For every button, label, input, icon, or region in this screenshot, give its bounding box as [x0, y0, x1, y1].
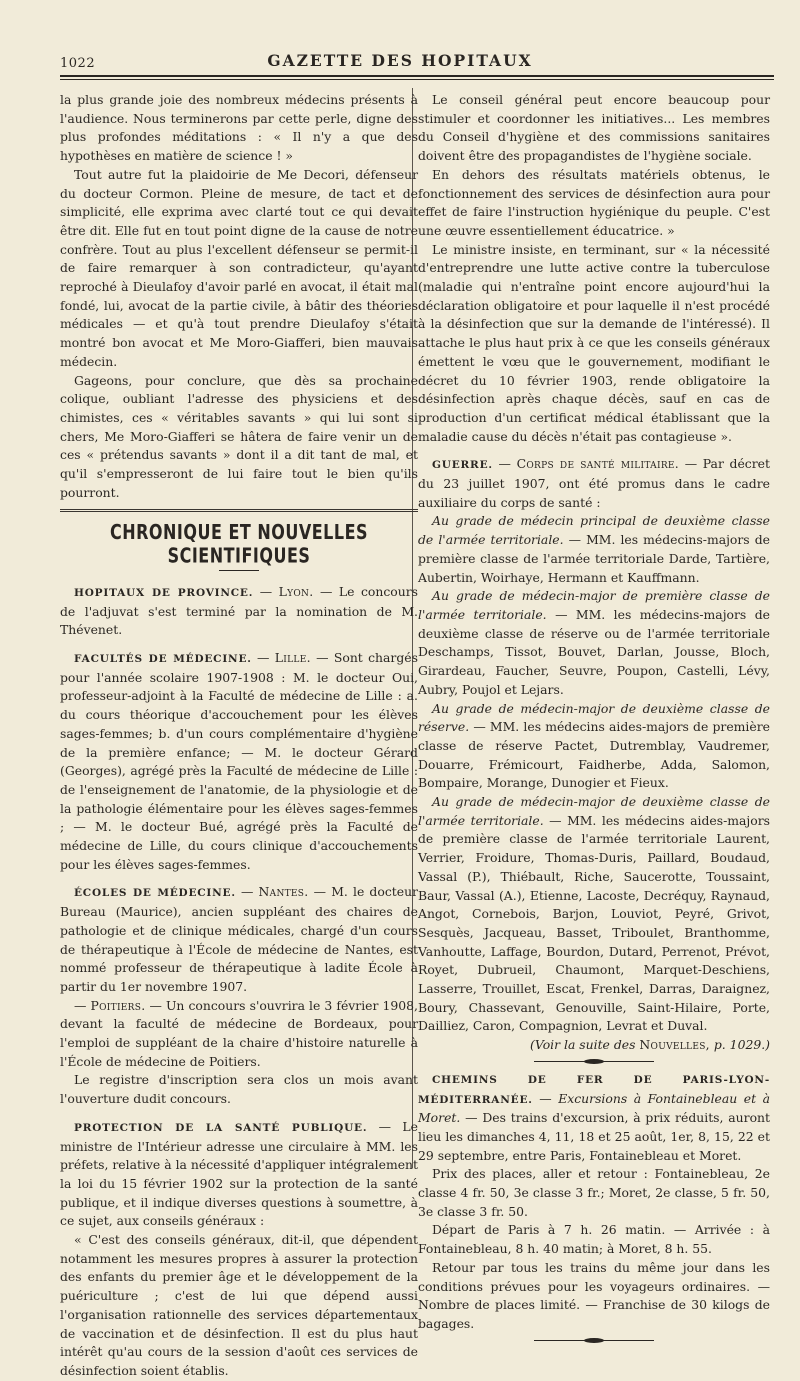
news-item: ÉCOLES DE MÉDECINE. — Nantes. — M. le docteur Bureau (Maurice), ancien suppléant des chaires de pathologie et de clinique médicales, chargé d'un cours de thérapeutique à l'École de médecine de Nantes, est nommé professeur de thérapeutique à ladite École à partir du 1er novembre 1907. [60, 884, 418, 994]
paragraph: Le ministre insiste, en terminant, sur « la nécessité d'entreprendre une lutte active contre la tuberculose (maladie qui n'entraîne point encore aujourd'hui la déclaration obligatoire et pour laquelle il n'est procédé à la désinfection que sur la demande de l'intéressé). Il attache le plus haut prix à ce que les conseils généraux émettent le vœu que le gouvernement, modifiant le décret du 10 février 1903, rende obligatoire la désinfection après chaque décès, sauf en cas de production d'un certificat médical établissant que la maladie cause du décès n'était pas contagieuse ». [418, 241, 770, 444]
continuation-note: (Voir la suite des Nouvelles, p. 1029.) [530, 1037, 770, 1053]
title-underline [219, 570, 259, 571]
grade: Au grade de médecin principal de deuxième classe de l'armée territoriale. [418, 513, 770, 548]
city: Nantes. [258, 884, 309, 900]
rubric: FACULTÉS DE MÉDECINE. [74, 652, 252, 665]
news-text: Un concours s'ouvrira le 3 février 1908, devant la faculté de médecine de Bordeaux, pour l'emploi de suppléant de la chaire d'histoire naturelle à l'École de médecine de Poitiers. [60, 997, 418, 1069]
news-item: FACULTÉS DE MÉDECINE. — Lille. — Sont chargés pour l'année scolaire 1907-1908 : M. le docteur Oui, professeur-adjoint à la Faculté de médecine de Lille : a. du cours théorique d'accouchement pour les élèves sages-femmes; b. d'un cours complémentaire d'hygiène de la première enfance; — M. le docteur Gérard (Georges), agrégé près la Faculté de médecine de Lille : de l'enseignement de l'anatomie, de la physiologie et de la pathologie élémentaire pour les élèves sages-femmes ; — M. le docteur Bué, agrégé près la Faculté de médecine de Lille, du cours clinique d'accouchements pour les élèves sages-femmes. [60, 649, 418, 872]
names: MM. les médecins aides-majors de première classe de l'armée territoriale Laurent, Verrier, Froidure, Thomas-Duris, Paillard, Boudaud, Vassal (P.), Thiébault, Riche, Saucerotte, Toussaint, Baur, Vassal (A.), Etienne, Lacoste, Decréquy, Raynaud, Angot, Cornebois, Barjon, Louviot, Peyré, Grivot, Sesquès, Jacqueau, Basset, Triboulet, Branthomme, Vanhoutte, Laffage, Bourdon, Dutard, Perrenot, Prévot, Royet, Dubrueil, Chaumont, Marquet-Deschiens, Lasserre, Trouillet, Escat, Frenkel, Darras, Daraignez, Boury, Chassevant, Genouville, Saint-Hilaire, Porte, Dailliez, Caron, Compagnion, Levrat et Duval. [418, 812, 770, 1034]
promotion-item: Au grade de médecin-major de première classe de l'armée territoriale. — MM. les médecins-majors de deuxième classe de réserve ou de l'armée territoriale Deschamps, Tissot, Bouvet, Darlan, Jousse, Bloch, Girardeau, Faucher, Seuvre, Poupon, Castelli, Lévy, Aubry, Poujol et Lejars. [418, 588, 770, 697]
journal-title: GAZETTE DES HOPITAUX [267, 51, 533, 70]
city: Lyon. [278, 583, 314, 599]
news-text: M. le docteur Bureau (Maurice), ancien suppléant des chaires de pathologie et de clinique médicales, chargé d'un cours de thérapeutique à l'École de médecine de Nantes, est nommé professeur de thérapeutique à ladite École à partir du 1er novembre 1907. [60, 884, 418, 994]
news-item: PROTECTION DE LA SANTÉ PUBLIQUE. — Le ministre de l'Intérieur adresse une circulaire à MM. les préfets, relative à la nécessité d'appliquer intégralement la loi du 15 février 1902 sur la protection de la santé publique, et il indique diverses questions à soumettre, à ce sujet, aux conseils généraux : [60, 1118, 418, 1229]
news-item: — Poitiers. — Un concours s'ouvrira le 3 février 1908, devant la faculté de médecine de Bordeaux, pour l'emploi de suppléant de la chaire d'histoire naturelle à l'École de médecine de Poitiers. [60, 997, 418, 1069]
rubric: PROTECTION DE LA SANTÉ PUBLIQUE. [74, 1121, 368, 1134]
rubric: HOPITAUX DE PROVINCE. [74, 586, 254, 599]
grade: Au grade de médecin-major de deuxième classe de réserve. [418, 700, 770, 735]
names: MM. les médecins aides-majors de première classe de réserve Pactet, Dutremblay, Vaudremer, Douarre, Frémicourt, Faidherbe, Adda, Salomon, Bompaire, Morange, Dunogier et Fieux. [418, 719, 770, 791]
rubric: ÉCOLES DE MÉDECINE. [74, 887, 236, 900]
names: MM. les médecins-majors de première classe de l'armée territoriale Darde, Tartière, Aubertin, Woirhaye, Hermann et Kauffmann. [418, 532, 770, 585]
news-text: Le ministre de l'Intérieur adresse une circulaire à MM. les préfets, relative à la nécessité d'appliquer intégralement la loi du 15 février 1902 sur la protection de la santé publique, et il indique diverses questions à soumettre, à ce sujet, aux conseils généraux : [60, 1118, 418, 1229]
city: Poitiers. [90, 997, 146, 1013]
news-text: Sont chargés pour l'année scolaire 1907-1908 : M. le docteur Oui, professeur-adjoint à la Faculté de médecine de Lille : a. du cours théorique d'accouchement pour les élèves sages-femmes; b. d'un cours complémentaire d'hygiène de la première enfance; — M. le docteur Gérard (Georges), agrégé près la Faculté de médecine de Lille : de l'enseignement de l'anatomie, de la physiologie et de la pathologie élémentaire pour les élèves sages-femmes ; — M. le docteur Bué, agrégé près la Faculté de médecine de Lille, du cours clinique d'accouchements pour les élèves sages-femmes. [60, 649, 418, 872]
promotion-item: Au grade de médecin-major de deuxième classe de réserve. — MM. les médecins aides-majors de première classe de réserve Pactet, Dutremblay, Vaudremer, Douarre, Frémicourt, Faidherbe, Adda, Salomon, Bompaire, Morange, Dunogier et Fieux. [418, 700, 770, 791]
news-text: Le concours de l'adjuvat s'est terminé par la nomination de M. Thévenet. [60, 583, 418, 638]
paragraph: Retour par tous les trains du même jour dans les conditions prévues pour les voyageurs ordinaires. — Nombre de places limité. — Franchise de 30 kilogs de bagages. [418, 1259, 770, 1331]
section-title: CHRONIQUE ET NOUVELLES SCIENTIFIQUES [109, 520, 369, 568]
paragraph: Tout autre fut la plaidoirie de Me Decori, défenseur du docteur Cormon. Pleine de mesure, de tact et de simplicité, elle exprima avec clarté tout ce qui devait être dit. Elle fut en tout point digne de la cause de notre confrère. Tout au plus l'excellent défenseur se permit-il de faire remarquer à son contradicteur, qu'ayant reproché à Dieulafoy d'avoir parlé en avocat, il était mal fondé, lui, avocat de la partie civile, à bâtir des théories médicales — et qu'à tout prendre Dieulafoy s'était montré bon avocat et Me Moro-Giafferi, bien mauvais médecin. [60, 166, 418, 369]
quote: « C'est des conseils généraux, dit-il, que dépendent notamment les mesures propres à assurer la protection des enfants du premier âge et le développement de la puériculture ; c'est de lui que dépend aussi l'organisation rationnelle des services départementaux de vaccination et de désinfection. Il est du plus haut intérêt qu'au cours de la session d'août ces services de désinfection soient établis. [60, 1232, 418, 1378]
city: Lille. [274, 649, 311, 665]
rubric: CHEMINS DE FER DE PARIS-LYON-MÉDITERRANÉE. [418, 1073, 770, 1106]
paragraph: Prix des places, aller et retour : Fontainebleau, 2e classe 4 fr. 50, 3e classe 3 fr.; Moret, 2e classe, 5 fr. 50, 3e classe 3 fr. 50. [418, 1166, 770, 1219]
grade: Au grade de médecin-major de première classe de l'armée territoriale. [418, 588, 770, 622]
paragraph: la plus grande joie des nombreux médecins présents à l'audience. Nous terminerons par cette perle, digne des plus profondes méditations : « Il n'y a que des hypothèses en matière de science ! » [60, 92, 418, 164]
subrubric: Corps de santé militaire. [516, 456, 680, 472]
news-text: Des trains d'excursion, à prix réduits, auront lieu les dimanches 4, 11, 18 et 25 août, 1er, 8, 15, 22 et 29 septembre, entre Paris, Fontainebleau et Moret. [418, 1110, 770, 1163]
promotion-item: Au grade de médecin principal de deuxième classe de l'armée territoriale. — MM. les médecins-majors de première classe de l'armée territoriale Darde, Tartière, Aubertin, Woirhaye, Hermann et Kauffmann. [418, 513, 770, 585]
news-text: Par décret du 23 juillet 1907, ont été promus dans le cadre auxiliaire du corps de santé : [418, 456, 770, 510]
paragraph: Départ de Paris à 7 h. 26 matin. — Arrivée : à Fontainebleau, 8 h. 40 matin; à Moret, 8 h. 55. [418, 1222, 770, 1257]
news-item: HOPITAUX DE PROVINCE. — Lyon. — Le concours de l'adjuvat s'est terminé par la nomination de M. Thévenet. [60, 583, 418, 638]
rubric: GUERRE. [432, 459, 493, 472]
paragraph: Gageons, pour conclure, que dès sa prochaine colique, oubliant l'adresse des physiciens et des chimistes, ces « véritables savants » qui lui sont si chers, Me Moro-Giafferi se hâtera de faire venir un de ces « prétendus savants » dont il a dit tant de mal, et qu'il s'empresseront de lui faire tout le bien qu'ils pourront. [60, 372, 418, 500]
news-item: GUERRE. — Corps de santé militaire. — Par décret du 23 juillet 1907, ont été promus dans le cadre auxiliaire du corps de santé : [418, 456, 770, 510]
header-rule [60, 75, 774, 80]
paragraph: Le conseil général peut encore beaucoup pour stimuler et coordonner les initiatives... Les membres du Conseil d'hygiène et des commissions sanitaires doivent être des propagandistes de l'hygiène sociale. [418, 92, 770, 164]
names: MM. les médecins-majors de deuxième classe de réserve ou de l'armée territoriale Deschamps, Tissot, Bouvet, Darlan, Jousse, Bloch, Girardeau, Faucher, Seuvre, Poupon, Castelli, Lévy, Aubry, Poujol et Lejars. [418, 606, 770, 697]
left-column [60, 91, 418, 1381]
promotion-item: Au grade de médecin-major de deuxième classe de l'armée territoriale. — MM. les médecins aides-majors de première classe de l'armée territoriale Laurent, Verrier, Froidure, Thomas-Duris, Paillard, Boudaud, Vassal (P.), Thiébault, Riche, Saucerotte, Toussaint, Baur, Vassal (A.), Etienne, Lacoste, Decréquy, Raynaud, Angot, Cornebois, Barjon, Louviot, Peyré, Grivot, Sesquès, Jacqueau, Basset, Triboulet, Branthomme, Vanhoutte, Laffage, Bourdon, Dutard, Perrenot, Prévot, Royet, Dubrueil, Chaumont, Marquet-Deschiens, Lasserre, Trouillet, Escat, Frenkel, Darras, Daraignez, Boury, Chassevant, Genouville, Saint-Hilaire, Porte, Dailliez, Caron, Compagnion, Levrat et Duval. [418, 794, 770, 1034]
paragraph: En dehors des résultats matériels obtenus, le fonctionnement des services de désinfection aura pour effet de faire l'instruction hygiénique du peuple. C'est une œuvre essentiellement éducatrice. » [418, 166, 770, 238]
news-item: CHEMINS DE FER DE PARIS-LYON-MÉDITERRANÉE. — Excursions à Fontainebleau et à Moret. — Des trains d'excursion, à prix réduits, auront lieu les dimanches 4, 11, 18 et 25 août, 1er, 8, 15, 22 et 29 septembre, entre Paris, Fontainebleau et Moret. [418, 1073, 770, 1163]
ornament-separator [534, 1340, 654, 1341]
grade: Au grade de médecin-major de deuxième classe de l'armée territoriale. [418, 794, 770, 828]
right-column [418, 91, 770, 1349]
ornament-separator [534, 1061, 654, 1062]
paragraph: Le registre d'inscription sera clos un mois avant l'ouverture dudit concours. [60, 1072, 418, 1107]
subrubric: Excursions à Fontainebleau et à Moret. [418, 1090, 770, 1126]
page-number: 1022 [60, 56, 96, 71]
section-separator [60, 509, 418, 512]
